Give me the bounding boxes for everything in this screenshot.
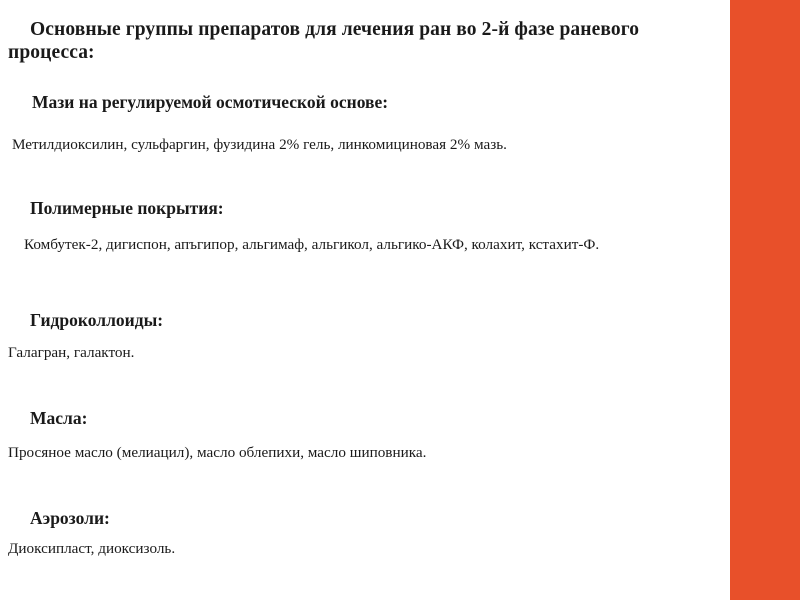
section-heading-polymer-coatings: Полимерные покрытия:	[30, 198, 224, 218]
section-text-ointments: Метилдиоксилин, сульфаргин, фузидина 2% гель, линкомициновая 2% мазь.	[12, 136, 507, 153]
section-heading-aerosols: Аэрозоли:	[30, 508, 110, 528]
section-heading-hydrocolloids: Гидроколлоиды:	[30, 310, 164, 330]
section-text-hydrocolloids: Галагран, галактон.	[8, 344, 135, 361]
section-text-oils: Просяное масло (мелиацил), масло облепихи, масло шиповника.	[8, 444, 427, 461]
section-heading-ointments: Мази на регулируемой осмотической основе:	[32, 92, 389, 112]
slide-title: Основные группы препаратов для лечения ран во 2-й фазе раневого процесса:	[8, 19, 640, 63]
section-text-polymer-coatings: Комбутек-2, дигиспон, апъгипор, альгимаф, альгикол, альгико-АКФ, колахит, кстахит-Ф.	[24, 236, 600, 253]
section-heading-oils: Масла:	[30, 408, 88, 428]
accent-bar-inner-decoration	[772, 0, 800, 600]
accent-bar-decoration	[730, 0, 800, 600]
section-text-aerosols: Диоксипласт, диоксизоль.	[8, 540, 176, 557]
